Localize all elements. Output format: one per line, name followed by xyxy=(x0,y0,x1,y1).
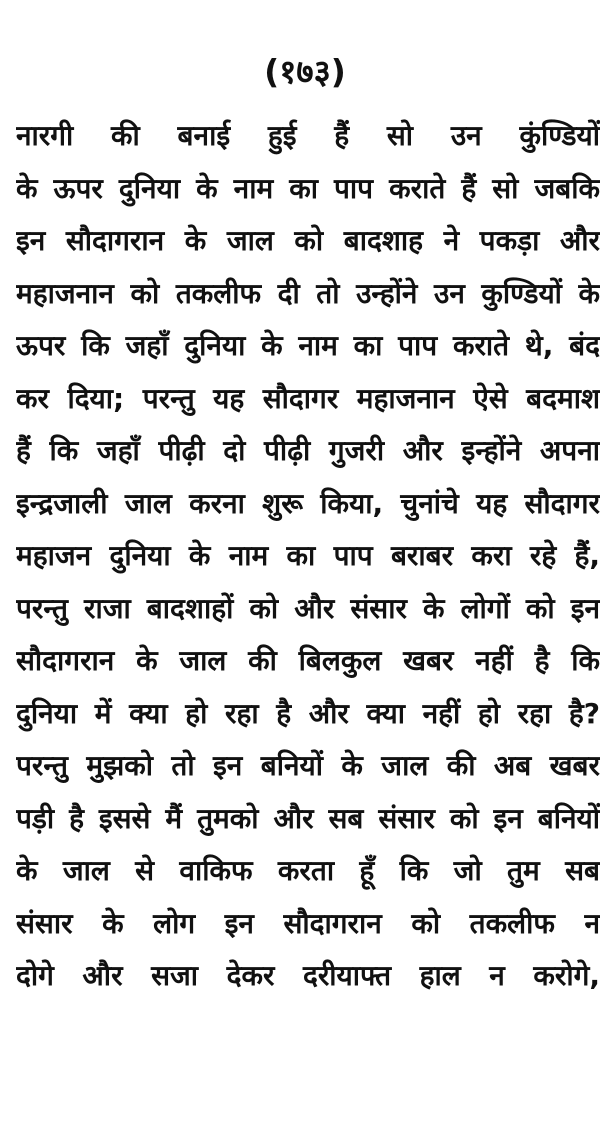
text-line: महाजन दुनिया के नाम का पाप बराबर करा रहे हैं, xyxy=(16,539,600,572)
text-line: के जाल से वाकिफ करता हूँ कि जो तुम सब xyxy=(16,854,600,887)
text-line: परन्तु राजा बादशाहों को और संसार के लोगों को इन xyxy=(16,591,600,625)
text-line: महाजनान को तकलीफ दी तो उन्होंने उन कुण्डियों के xyxy=(16,276,600,310)
text-line: सौदागरान के जाल की बिलकुल खबर नहीं है कि xyxy=(16,644,600,677)
text-line: दोगे और सजा देकर दरीयाफ्त हाल न करोगे, xyxy=(16,959,600,992)
page-number: (१७३) xyxy=(264,52,346,91)
text-line: नारगी की बनाई हुई हैं सो उन कुंण्डियों xyxy=(16,119,600,152)
text-line: हैं कि जहाँ पीढ़ी दो पीढ़ी गुजरी और इन्होंने अपना xyxy=(16,434,600,467)
body-text xyxy=(16,110,600,1003)
text-line: संसार के लोग इन सौदागरान को तकलीफ न xyxy=(16,906,600,940)
text-line: इन सौदागरान के जाल को बादशाह ने पकड़ा और xyxy=(16,224,600,257)
text-line: दुनिया में क्या हो रहा है और क्या नहीं हो रहा है? xyxy=(16,696,600,730)
text-line: इन्द्रजाली जाल करना शुरू किया, चुनांचे यह सौदागर xyxy=(16,486,600,520)
text-line: के ऊपर दुनिया के नाम का पाप कराते हैं सो जबकि xyxy=(16,171,600,205)
text-line: परन्तु मुझको तो इन बनियों के जाल की अब खबर xyxy=(16,749,600,782)
text-line: पड़ी है इससे मैं तुमको और सब संसार को इन बनियों xyxy=(16,801,600,835)
text-line: कर दिया; परन्तु यह सौदागर महाजनान ऐसे बदमाश xyxy=(16,381,600,415)
text-line: ऊपर कि जहाँ दुनिया के नाम का पाप कराते थे, बंद xyxy=(16,329,600,362)
